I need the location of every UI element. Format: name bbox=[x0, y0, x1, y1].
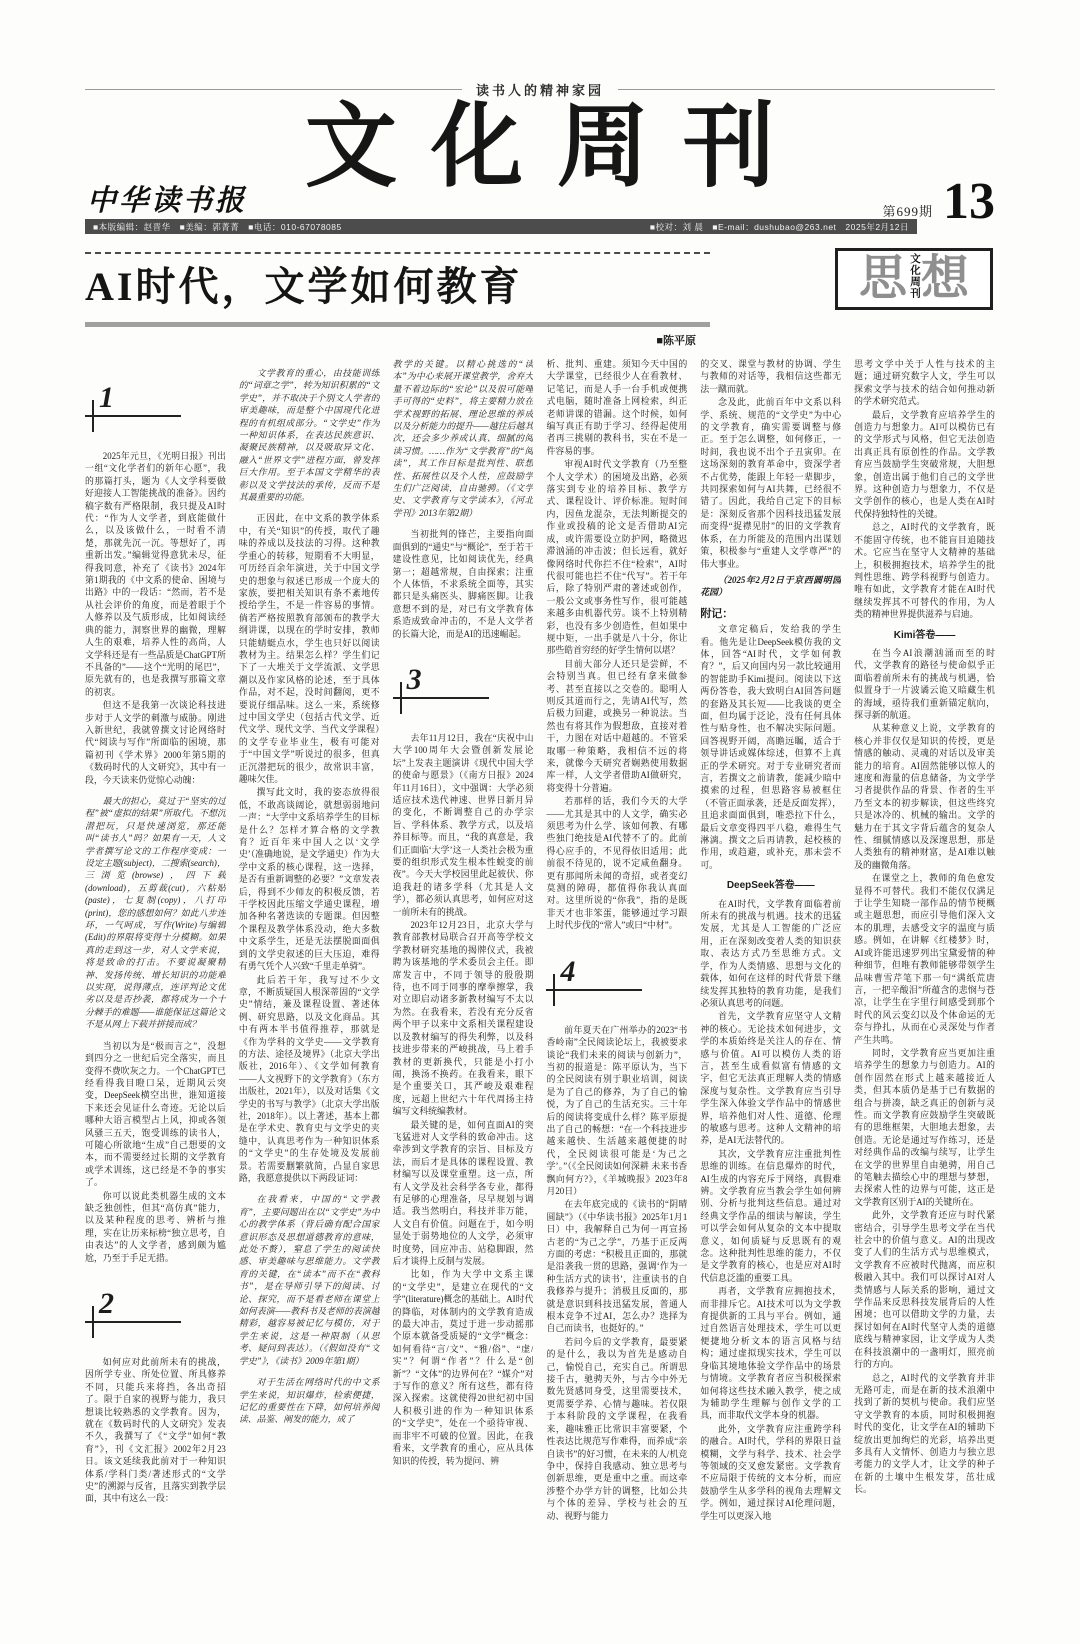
headline-block bbox=[85, 252, 710, 348]
paragraph: 此外，文学教育还应与时代紧密结合，引导学生思考文学在当代社会中的价值与意义。AI的出现改变了人们的生活方式与思维模式，文学教育不应被时代抛离，而应积极融入其中。我们可以探讨AI对人类情感与人际关系的影响，通过文学作品来反思科技发展背后的人性困境；也可以借助文学的力量，去探讨如何在AI时代坚守人类的道德底线与精神家园，让文学成为人类在科技浪潮中的一盏明灯，照亮前行的方向。 bbox=[854, 1210, 995, 1370]
masthead-tagline: 读书人的精神家园 bbox=[476, 83, 605, 98]
paragraph: 当初批判的锋芒，主要指向面面俱到的“通史”与“概论”，至于若干建设性意见，比如阅读优先，经典第一；超越常规，自由探索；注重个人体悟，不求系统全面等，其实都只是头痛医头、脚痛医脚。让我意想不到的是，对已有文学教育体系造成致命冲击的，不是人文学者的长篇大论，而是AI的迅速崛起。 bbox=[392, 529, 534, 639]
article-column bbox=[85, 358, 226, 1580]
paragraph: 在当今AI浪潮汹涌而至的时代，文学教育的路径与使命似乎正面临着前所未有的挑战与机遇，恰似置身于一片波谲云诡又暗藏生机的海域，亟待我们重新锚定航向，探寻新的航道。 bbox=[854, 647, 995, 720]
paragraph: 若问今后的文学教育，最要紧的是什么，我以为首先是感动自己，愉悦自己，充实自己。所谓思接千古，驰骋天外，与古今中外无数先贤感同身受，这里需要技术，更需要学养、心情与趣味。若仅限于本科阶段的文学课程，在我看来，趣味雅正比常识丰富要紧，个性表达比规范写作难得，而养成“亲自读书”的好习惯，在未来的人/机竞争中，保持自我感动、独立思考与创新思维，更是重中之重。而这牵涉整个办学方针的调整，比如公共与个体的差异、学校与社会的互动、视野与能力 bbox=[546, 1336, 688, 1521]
paragraph: 若那样的话，我们今天的大学——尤其是其中的人文学，确实必须思考为什么学、该如何教、有哪些独门绝技是AI代替不了的。此前得心应手的，不见得依旧适用；此前很不待见的，说不定咸鱼翻身。更有那闻所未闻的奇招，或者变幻莫测的障碍，都值得你我认真面对。这里所说的“你我”，指的是既非天才也非笨蛋，能够通过学习跟上时代步伐的“常人”或曰“中材”。 bbox=[546, 796, 688, 931]
paragraph: 目前大部分人还只是尝鲜，不会特别当真。但已经有拿来做参考、甚至直接以之交卷的。聪明人则反其道而行之，先请AI代写，然后极力回避，或换另一种说法。当然也有将其作为假想敌，直接对着干，力图在对话中超越的。不管采取哪一种策略，我相信不远的将来，就像今天研究者娴熟使用数据库一样，人文学者借助AI做研究，将变得十分普遍。 bbox=[546, 658, 688, 793]
article-column bbox=[700, 358, 841, 1580]
paragraph: 在去年底完成的《读书的“阴晴圆缺”》（《中华读书报》2025年1月1日）中，我解释自己为何一再宣扬古老的“为己之学”，乃基于正反两方面的考虑：“积极且正面的，那就是沿袭我一贯的思路，强调‘作为一种生活方式的读书’，注重读书的自我修养与提升；消极且反面的，那就是意识到科技迅猛发展，普通人根本竞争不过AI，怎么办？选择为自己而读书，也挺好的。” bbox=[546, 1199, 688, 1334]
section-marker: 2 bbox=[85, 1288, 226, 1330]
postscript-heading: 附记： bbox=[700, 607, 734, 620]
paragraph-continuation: 析、批判、重建。须知今天中国的大学课堂，已经很少人在看教材、记笔记，而是人手一台手机或便携式电脑，随时准备上网检索，纠正老师讲课的错漏。这个时候，如何编写真正有助于学习、经得起使用者再三挑剔的教科书，实在不是一件容易的事。 bbox=[546, 359, 688, 456]
paragraph: 最关键的是，如何直面AI的突飞猛进对人文学科的致命冲击。这牵涉到文学教育的宗旨、目标及方法，而后才是具体的课程设置、教材编写以及课堂重塑。这一点，所有人文学及社会科学各专业，都得有足够的心理准备，尽早规划与调适。我当然明白，科技并非万能，人文自有价值。问题在于，如今明显处于弱势地位的人文学，必须审时度势，回应冲击、站稳脚跟，然后才谈得上反制与发展。 bbox=[392, 1119, 534, 1266]
paragraph: 首先，文学教育应坚守人文精神的核心。无论技术如何进步，文学的本质始终是关注人的存在、情感与价值。AI可以模仿人类的语言，甚至生成看似富有情感的文字，但它无法真正理解人类的情感深度与复杂性。文学教育应当引导学生深入体验文学作品中的情感世界，培养他们对人性、道德、伦理的敏感与思考。这种人文精神的培养，是AI无法替代的。 bbox=[700, 1011, 842, 1146]
paragraph: 文章定稿后，发给我的学生看。他先是让DeepSeek模仿我的文体，回答“AI时代，文学如何教育？”，后又向国内另一款比较通用的智能助手Kimi提问。阅读以下这两份答卷，我大致明白AI回答问题的套路及其长短——比我谈的更全面，但均属于泛论，没有任何具体性与贴身性，也不解决实际问题。回答视野开阔，高瞻远瞩，适合于领导讲话或媒体综述，但算不上真正的学术研究。对于专业研究者而言，若撰文之前请教，能减少暗中摸索的过程，但思路容易被框住（不管正面承袭，还是反面发挥），且追求面面俱到，唯恐拉下什么，最后文章变得四平八稳，难得生气淋漓。撰文之后再请教，起校核的作用，或趋避，或补充，那未尝不可。 bbox=[700, 624, 842, 870]
paragraph: 前年夏天在广州举办的2023“书香岭南”全民阅读论坛上，我被要求谈论“我们未来的阅读与创新力”，当初的报道是：陈平原认为，当下的全民阅读有别于职业培训，阅读是为了自己的修养，为了自己的愉悦，为了自己的生活充实。三十年后的阅读将变成什么样？陈平原提出了自己的畅想：“在一个科技进步越来越快、生活越来越便捷的时代，全民阅读很可能是‘为己之学’。”（《全民阅读如何深耕 未来书香飘向何方?》，《羊城晚报》2023年8月20日） bbox=[546, 1024, 688, 1196]
paragraph: 但这不是我第一次谈论科技进步对于人文学的刺激与威胁。刚进入新世纪，我就曾撰文讨论网络时代“阅读与写作”所面临的困境，那篇初刊《学术界》2000年第5期的《数码时代的人文研究》，其中有一段，今天读来仍觉惊心动魄： bbox=[85, 700, 226, 785]
paragraph: 当初以为是“极而言之”，没想到四分之一世纪后完全落实，而且变得不费吹灰之力。一个ChatGPT已经看得我目瞪口呆，近期风云突变，DeepSeek横空出世，谁知道接下来还会见证什么奇迹。无论以后哪种大语言模型占上风，抑或各领风骚三五天，饱受训练的读书人，可随心所欲地“生成”自己想要的文本，而不需要经过长期的文学教育或学术训练，这已经是不争的事实了。 bbox=[85, 1040, 226, 1188]
article-column bbox=[393, 358, 534, 1580]
section-title: 文化周刊 bbox=[304, 96, 809, 198]
paragraph: 正因此，在中文系的教学体系中，有关“知识”的传授，取代了趣味的养成以及技法的习得。这种教学重心的转移，短期看不大明显，可历经百余年演进，关于中国文学史的想象与叙述已形成一个庞大的家族，要把相关知识有条不紊地传授给学生，不是一件容易的事情。倘若严格按照教育部颁布的教学大纲讲课，以现在的学时安排，教师只能蜻蜓点水，学生也只好以阅读教材为主。结果怎么样？学生们记下了一大堆关于文学流派、文学思潮以及作家风格的论述，至于具体作品，对不起，没时间翻阅，更不要说仔细品味。这么一来，系统修过中国文学史（包括古代文学、近代文学、现代文学、当代文学课程）的文学专业毕业生，极有可能对于“中国文学”听说过的很多，但真正沉潜把玩的很少，故常识丰富，趣味欠佳。 bbox=[238, 513, 380, 784]
article-headline: AI时代，文学如何教育 bbox=[85, 264, 523, 309]
info-bar-left: ■本版编辑：赵晋华 ■美编：郭菁菁 ■电话：010-67078085 bbox=[93, 221, 342, 232]
paragraph: 此后若干年，我写过不少文章，不断质疑国人根深蒂固的“文学史”情结，兼及课程设置、著述体例、研究思路，以及文化商品。其中有两本半书值得推荐，那就是《作为学科的文学史——文学教育的方法、途径及境界》（北京大学出版社，2016年）、《文学如何教育——人文视野下的文学教育》（东方出版社，2021年），以及对话集《文学史的书写与教学》（北京大学出版社，2018年）。以上著述，基本上都是在学术史、教育史与文学史的夹缝中，认真思考作为一种知识体系的“文学史”的生存处境及发展前景。若需要删繁就简，凸显自家思路，我愿意提供以下两段证词： bbox=[238, 974, 380, 1183]
dateline: （2025年2月2日于京西圆明园花园） bbox=[700, 574, 842, 598]
paragraph: 撰写此文时，我的姿态放得很低，不敢高谈阔论，就想弱弱地问一声：“大学中文系培养学生的目标是什么？怎样才算合格的文学教育？近百年来中国人之以‘文学史’（准确地说，是文学通史）作为大学中文系的核心课程，这一选择，是否有重新调整的必要？”文章发表后，得到不少师友的积极反馈，若干学校因此压缩文学通史课程，增加各种名著选读的专题课。但因整个课程及教学体系没动，绝大多数中文系学生，还是无法摆脱面面俱到的文学史叙述的巨大压迫，难得有勇气凭个人兴致“千里走单骑”。 bbox=[238, 787, 380, 972]
quote-continuation: 教学的关键。以精心挑选的“读本”为中心来展开课堂教学，舍弃大量不着边际的“宏论”以及很可能唾手可得的“史料”，将主要精力放在学术视野的拓展、理论思维的养成以及分析能力的提升——越往后越其次，还会多少养成认真、细腻的阅读习惯。……作为“文学教育”的“阅读”，其工作目标是批判性、联想性、拓展性以及个人性，应鼓励学生们广泛阅读，自由驰骋。（《文学史、文学教育与文学读本》，《河北学刊》2013年第2期） bbox=[392, 359, 534, 518]
stamp-label: 文化周刊 bbox=[909, 253, 920, 299]
paragraph: 2023年12月23日，北京大学与教育部教材局联合召开高等学校文学教材研究基地的揭牌仪式，我被聘为该基地的学术委员会主任。即席发言中，不同于领导的殷殷期待，也不同于同事的摩拳擦掌，我对立即启动诸多新教材编写不太以为然。在我看来，若没有充分反省两个甲子以来中文系相关课程建设以及教材编写的得失利弊，以及科技进步带来的严峻挑战，马上着手教材的更新换代，只能是小打小闹，换汤不换药。在我看来，眼下是个重要关口，其严峻及艰难程度，远超上世纪六十年代周扬主持编写文科统编教材。 bbox=[392, 920, 534, 1117]
paragraph-continuation: 思考文学中关于人性与技术的主题；通过研究数字人文，学生可以探索文学与技术的结合如何推动新的学术研究范式。 bbox=[854, 359, 995, 407]
section-marker: 3 bbox=[393, 664, 534, 706]
paragraph: 比如，作为大学中文系主课的“文学史”，是建立在现代的“文学”(literature)概念的基础上。AI时代的降临，对体制内的文学教育造成的最大冲击，莫过于进一步动摇那个原本就备受质疑的“文学”概念：如何看待“言/文”、“雅/俗”、“虚/实”？何谓“作者”？什么是“创新”？“文体”的边界何在？“媒介”对于写作的意义？所有这些，都有待深入探索。这就使得20世纪初中国人积极引进的作为一种知识体系的“文学史”，处在一个亟待审视、而非牢不可破的位置。因此，在我看来，文学教育的重心，应从具体知识的传授，转为提问、辨 bbox=[392, 1269, 534, 1466]
paragraph: 审视AI时代文学教育（乃至整个人文学术）的困境及出路，必须落实到专业的培养目标、教学方式、课程设计、评价标准。短时间内，因鱼龙混杂，无法判断提交的作业或投稿的论文是否借助AI完成，或许需要设立防护网，略微迟滞汹涌的冲击波；但长远看，就好像网络时代你拦不住“检索”，AI时代很可能也拦不住“代写”。若干年后，除了特别严肃的著述或创作，一般公文或事务性写作，很可能越来越多由机器代劳。谈不上特别精彩，也没有多少创造性，但如果中规中矩，一出手就是八十分，你让那些皓首穷经的好学生情何以堪？ bbox=[546, 459, 688, 656]
issue-block bbox=[882, 173, 995, 230]
issue-number: 第699期 bbox=[882, 204, 933, 219]
paragraph: 此外，文学教育应注重跨学科的融合。AI时代，学科的界限日益模糊，文学与科学、技术、社会学等领域的交叉愈发紧密。文学教育不应局限于传统的文本分析，而应鼓励学生从多学科的视角去理解文学。例如，通过探讨AI伦理问题，学生可以更深入地 bbox=[700, 1423, 842, 1521]
article-columns bbox=[85, 358, 995, 1580]
info-bar-right: ■校对：刘 晨 ■E-mail：dushubao@263.net 2025年2月12日 bbox=[649, 221, 909, 232]
section-marker: 1 bbox=[85, 382, 226, 424]
paragraph: 2025年元旦，《光明日报》刊出一组“文化学者们的新年心愿”，我的那篇打头，题为《人文学科要做好迎接人工智能挑战的准备》。因约稿字数有严格限制，我只提及AI时代：“作为人文学者，到底能做什么，以及该做什么，一时看不清楚，那就先沉一沉。等想好了，再重新出发。”编辑觉得意犹未尽，征得我同意，补充了《读书》2024年第1期我的《中文系的使命、困境与出路》中的一段话：“然而，若不是从社会评价的角度，而是着眼于个人修养以及气质形成，比如阅读经典的能力，洞察世界的幽微，理解人生的艰难，培养人性的高尚，人文学科还是有一些品质是ChatGPT所不具备的”——这个“光明的尾巴”，原先就有的，也是我撰写那篇文章的初衷。 bbox=[85, 451, 226, 697]
article-column bbox=[546, 358, 687, 1580]
article-column bbox=[854, 358, 995, 1580]
quote-block: 在我看来，中国的“文学教育”，主要问题出在以“文学史”为中心的教学体系（背后确有配合国家意识形态及思想道德教育的意味，此处不赘），窒息了学生的阅读快感、审美趣味与思维能力。文学教育的关键，在“读本”而不在“教科书”，是在导师引导下的阅读、讨论、探究，而不是看老师在课堂上如何表演——教科书及老师的表演越精彩，越容易被记忆与模仿，对于学生来说，这是一种限制（从思考、疑问到表达）。（《假如没有“文学史”》，《读书》2009年第1期） bbox=[238, 1194, 380, 1366]
paragraph: 总之，AI时代的文学教育并非无路可走，而是在新的技术浪潮中找到了新的契机与使命。我们应坚守文学教育的本质，同时积极拥抱时代的变化，让文学在AI的辅助下绽放出更加绚烂的光彩，培养出更多具有人文情怀、创造力与独立思考能力的文学人才，让文学的种子在新的土壤中生根发芽，茁壮成长。 bbox=[854, 1372, 995, 1495]
info-bar bbox=[85, 219, 917, 234]
paragraph: 在AI时代，文学教育面临着前所未有的挑战与机遇。技术的迅猛发展，尤其是人工智能的广泛应用，正在深刻改变着人类的知识获取、表达方式乃至思维方式。文学，作为人类情感、思想与文化的载体，如何在这样的时代背景下继续发挥其独特的教育功能，是我们必须认真思考的问题。 bbox=[700, 898, 842, 1008]
tagline-rule-left bbox=[85, 89, 462, 90]
quote-block: 最大的担心，莫过于“坚实的过程”被“虚拟的结果”所取代。不想沉潜把玩，只是快速浏览，那还能叫“读书人”吗？如果有一天，人文学者撰写论文的工作程序变成：一设定主题(subject)，二搜索(search)，三浏览(browse)，四下载(download)，五剪裁(cut)，六粘贴(paste)，七复制(copy)，八打印(print)，您的感想如何？如此八步连环，一气呵成，写作(Write)与编辑(Edit)的界限将变得十分模糊。如果真的走到这一步，对人文学来说，将是致命的打击。不要说凝聚精神、发扬传统、增长知识的功能难以实现，说得薄点，连评判论文优劣以及是否抄袭，都将成为一个十分棘手的难题——谁能保证这篇论文不是从网上下载并拼接而成？ bbox=[85, 795, 226, 1030]
paragraph: 同时，文学教育应当更加注重培养学生的想象力与创造力。AI的创作固然在形式上越来越接近人类，但其本质仍是基于已有数据的组合与拼凑，缺乏真正的创新与灵性。而文学教育应鼓励学生突破既有的思维框架，大胆地去想象，去创造。无论是通过写作练习，还是对经典作品的改编与续写，让学生在文学的世界里自由驰骋，用自己的笔触去描绘心中的理想与梦想，去探索人性的边界与可能，这正是文学教育区别于AI的关键所在。 bbox=[854, 1047, 995, 1207]
stamp-char-left: 思 bbox=[858, 252, 907, 305]
paragraph: 在课堂之上，教师的角色愈发显得不可替代。我们不能仅仅满足于让学生知晓一部作品的情节梗概或主题思想，而应引导他们深入文本的肌理，去感受文字的温度与质感。例如，在讲解《红楼梦》时，AI或许能迅速罗列出宝黛爱情的种种细节，但唯有教师能够带领学生品味曹雪芹笔下那一句“满纸荒唐言，一把辛酸泪”所蕴含的悲悯与苍凉，让学生在字里行间感受到那个时代的风云变幻以及个体命运的无奈与挣扎，从而在心灵深处与作者产生共鸣。 bbox=[854, 873, 995, 1045]
paragraph: 念及此，此前百年中文系以科学、系统、规范的“文学史”为中心的文学教育，确实需要调整与修正。至于怎么调整，如何修正，一时间，我也说不出个子丑寅卯。在这场深刻的教育革命中，资深学者不占优势，能跟上年轻一辈脚步，共同探索如何与AI共舞，已经很不错了。因此，我给自己定下的目标是：深刻反省那个因科技迅猛发展而变得“捉襟见肘”的旧的文学教育体系，在力所能及的范围内出谋划策，积极参与“重建人文学尊严”的伟大事业。 bbox=[700, 397, 842, 569]
paragraph-continuation: 的交叉、课堂与教材的协调、学生与教师的对话等，我相信这些都无法一蹴而就。 bbox=[700, 359, 842, 394]
paragraph: 总之，AI时代的文学教育，既不能固守传统，也不能盲目追随技术。它应当在坚守人文精神的基础上，积极拥抱技术，培养学生的批判性思维、跨学科视野与创造力。唯有如此，文学教育才能在AI时代继续发挥其不可替代的作用，为人类的精神世界提供滋养与启迪。 bbox=[854, 522, 995, 620]
quote-block: 文学教育的重心，由技能训练的“词章之学”，转为知识积累的“文学史”，并不取决于个别文人学者的审美趣味，而是整个中国现代化进程的有机组成部分。“文学史”作为一种知识体系，在表达民族意识、凝聚民族精神，以及吸取异文化、融入“世界文学”进程方面，曾发挥巨大作用。至于本国文学精华的表彰以及文学技法的承传，反而不是其最重要的功能。 bbox=[238, 368, 380, 503]
paragraph: 最后，文学教育应培养学生的创造力与想象力。AI可以模仿已有的文学形式与风格，但它无法创造出真正具有原创性的作品。文学教育应当鼓励学生突破常规，大胆想象，创造出属于他们自己的文学世界。这种创造力与想象力，不仅是文学创作的核心，也是人类在AI时代保持独特性的关键。 bbox=[854, 409, 995, 519]
quote-block: 对于生活在网络时代的中文系学生来说，知识爆炸，检索便捷，记忆的重要性在下降，如何培养阅读、品鉴、阐发的能力，成了 bbox=[238, 1377, 380, 1425]
paragraph: 从某种意义上说，文学教育的核心并非仅仅是知识的传授，更是情感的触动、灵魂的对话以及审美能力的培育。AI固然能够以惊人的速度和海量的信息储备，为文学学习者提供作品的背景、作者的生平乃至文本的初步解读，但这些终究只是冰冷的、机械的输出。文学的魅力在于其文字背后蕴含的复杂人性、细腻情感以及深邃思想，那是人类独有的精神财富，是AI难以触及的幽微角落。 bbox=[854, 723, 995, 870]
paragraph: 你可以说此类机器生成的文本缺乏独创性，但其“高仿真”能力，以及某种程度的思考、辨析与推理，实在让历来标榜“独立思考，自由表达”的人文学者，感到颇为尴尬，乃至于手足无措。 bbox=[85, 1190, 226, 1263]
page-number: 13 bbox=[943, 173, 995, 230]
paragraph: 再者，文学教育应拥抱技术，而非排斥它。AI技术可以为文学教育提供新的工具与平台。例如，通过自然语言处理技术，学生可以更便捷地分析文本的语言风格与结构；通过虚拟现实技术，学生可以身临其境地体验文学作品中的场景与情境。文学教育者应当积极探索如何将这些技术融入教学，使之成为辅助学生理解与创作文学的工具，而非取代文学本身的机器。 bbox=[700, 1286, 842, 1421]
section-marker: 4 bbox=[546, 956, 687, 998]
thought-stamp bbox=[835, 248, 993, 310]
answer-heading: DeepSeek答卷—— bbox=[726, 880, 815, 892]
newspaper-logo: 中华读书报 bbox=[87, 185, 248, 217]
tagline-rule-right bbox=[618, 89, 995, 90]
article-byline: ■陈平原 bbox=[656, 335, 696, 347]
paragraph: 其次，文学教育应注重批判性思维的训练。在信息爆炸的时代，AI生成的内容充斥于网络，真假难辨。文学教育应当教会学生如何辨别、分析与批判这些信息。通过对经典文学作品的细读与解读，学生可以学会如何从复杂的文本中提取意义，如何质疑与反思既有的观念。这种批判性思维的能力，不仅是文学教育的核心，也是应对AI时代信息泛滥的重要工具。 bbox=[700, 1148, 842, 1283]
article-column bbox=[239, 358, 380, 1580]
stamp-char-right: 想 bbox=[921, 252, 970, 305]
paragraph: 去年11月12日，我在“庆祝中山大学100周年大会暨创新发展论坛”上发表主题演讲《现代中国大学的使命与愿景》（《南方日报》2024年11月16日），文中强调：大学必须适应技术迭代神速、世界日新月异的变化，不断调整自己的办学宗旨、学科体系、教学方式，以及培养目标等。而且，“我的真意是，我们正面临‘大学’这一人类社会极为重要的组织形式发生根本性蜕变的前夜”。今天大学校园里此起彼伏、你追我赶的诸多学科（尤其是人文学），都必须认真思考，如何应对这一前所未有的挑战。 bbox=[392, 732, 534, 917]
answer-heading: Kimi答卷—— bbox=[893, 629, 956, 641]
paragraph: 如何应对此前所未有的挑战，因所学专业、所处位置、所具修养不同，只能兵来将挡，各出奇招了。限于自家的视野与能力，我只想谈比较熟悉的文学教育。因为，就在《数码时代的人文研究》发表不久，我撰写了《“文学”如何“教育”》，刊《文汇报》2002年2月23日。该文延续我此前对于一种知识体系/学科门类/著述形式的“文学史”的溯源与反省，且落实到教学层面，其中有这么一段： bbox=[85, 1357, 226, 1504]
